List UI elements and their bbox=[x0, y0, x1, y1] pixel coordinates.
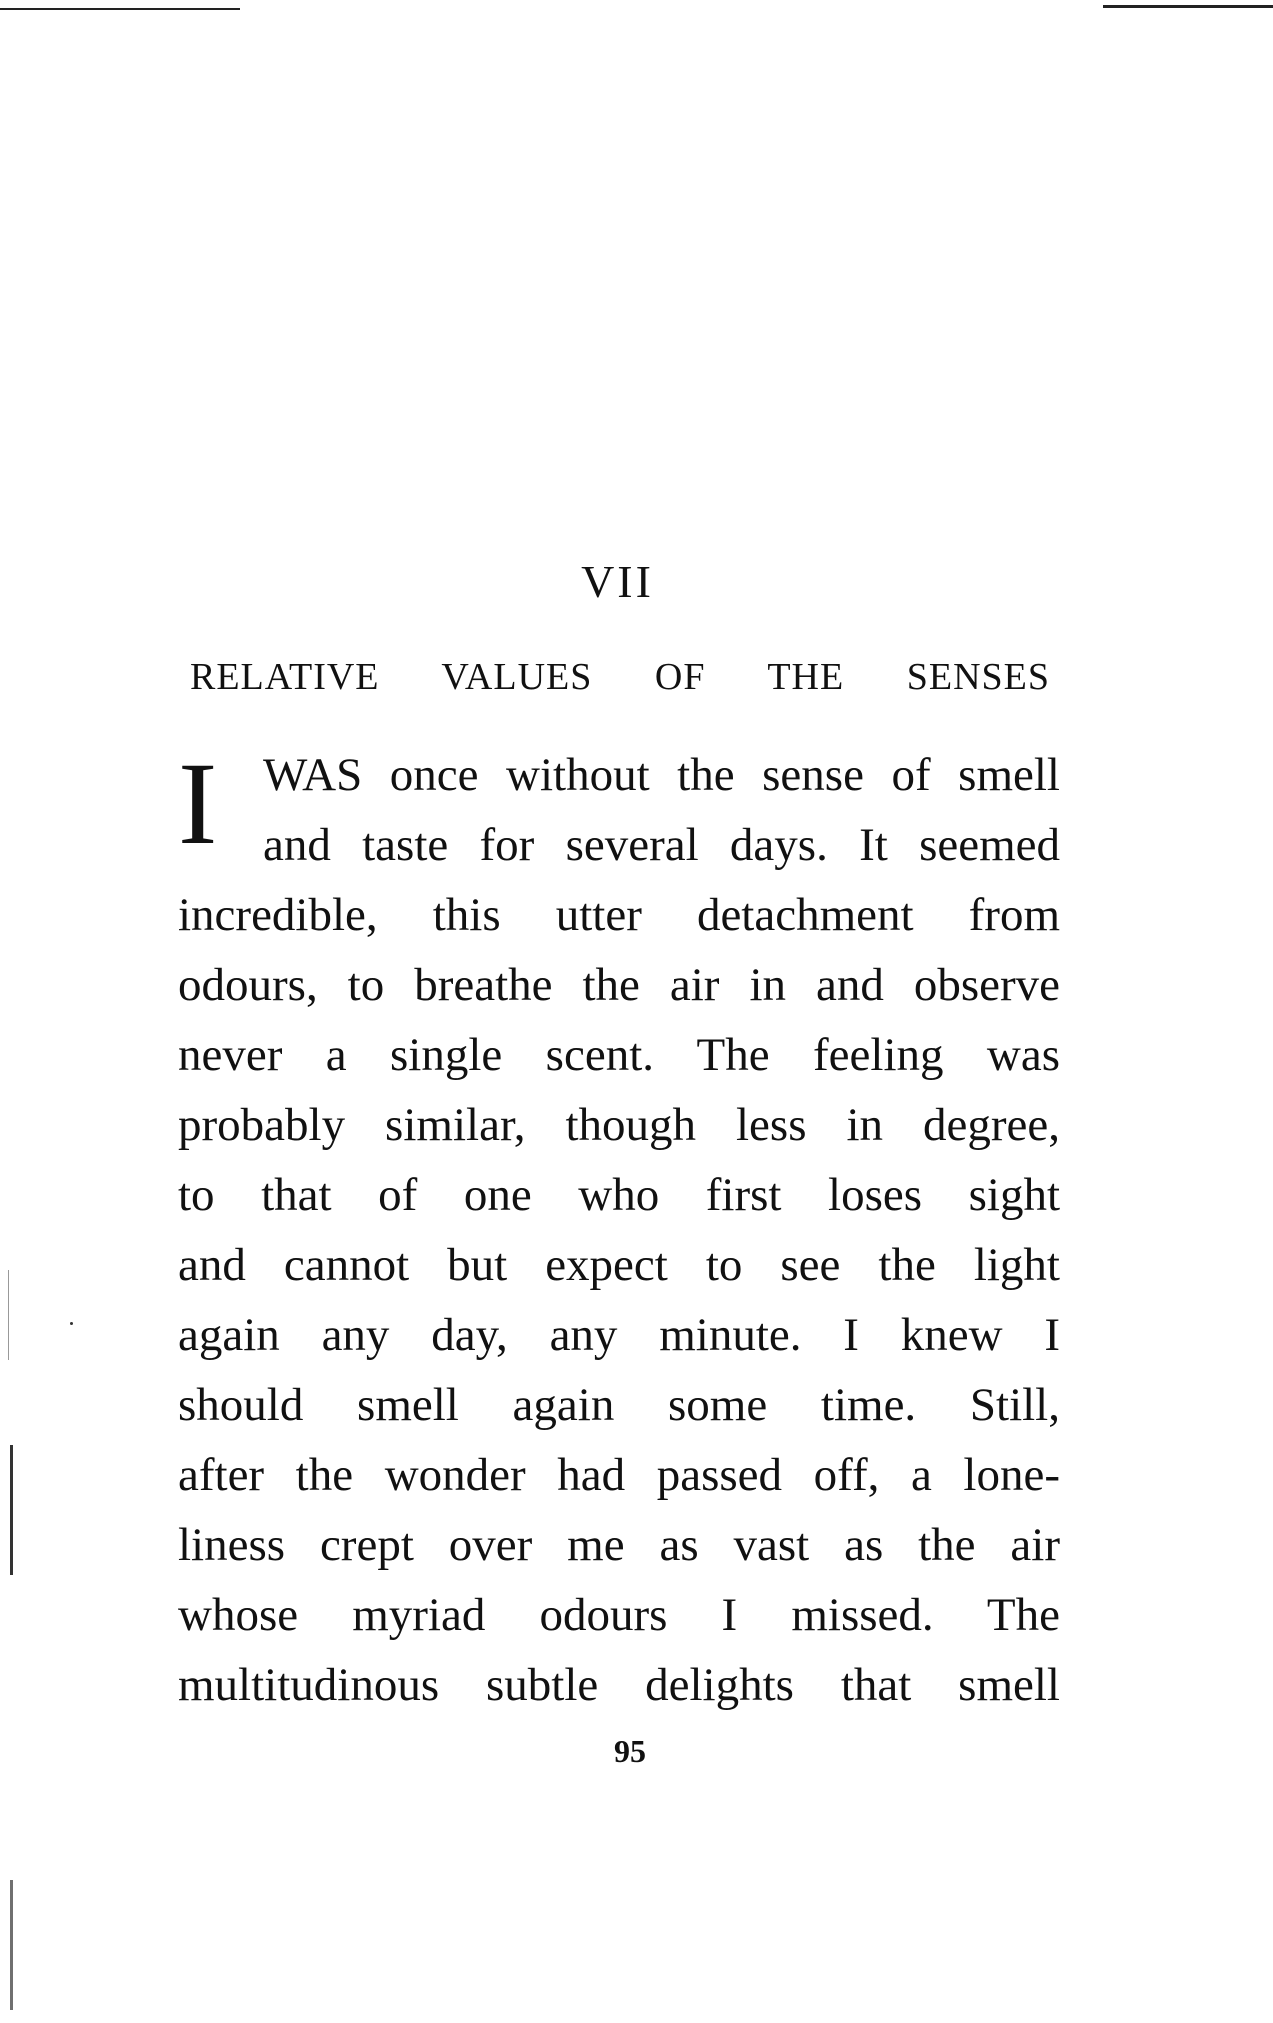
body-paragraph bbox=[178, 740, 1060, 1720]
text-line: after the wonder had passed off, a lone- bbox=[178, 1449, 1060, 1501]
text-line: again any day, any minute. I knew I bbox=[178, 1309, 1060, 1361]
text-line: odours, to breathe the air in and observe bbox=[178, 959, 1060, 1011]
chapter-title: RELATIVE VALUES OF THE SENSES bbox=[190, 656, 1050, 698]
text-line: probably similar, though less in degree, bbox=[178, 1099, 1060, 1151]
text-line: incredible, this utter detachment from bbox=[178, 889, 1060, 941]
top-rule-left bbox=[0, 8, 240, 10]
text-line: should smell again some time. Still, bbox=[178, 1379, 1060, 1431]
text-line: WAS once without the sense of smell bbox=[263, 749, 1060, 801]
drop-cap: I bbox=[178, 738, 218, 869]
text-line: whose myriad odours I missed. The bbox=[178, 1589, 1060, 1641]
text-line: and taste for several days. It seemed bbox=[263, 819, 1060, 871]
binding-edge-mark bbox=[10, 1445, 13, 1575]
binding-edge-mark bbox=[8, 1270, 9, 1360]
binding-edge-mark bbox=[10, 1880, 13, 2010]
top-rule-right bbox=[1103, 5, 1273, 8]
text-line: never a single scent. The feeling was bbox=[178, 1029, 1060, 1081]
text-line: multitudinous subtle delights that smell bbox=[178, 1659, 1060, 1711]
text-line: and cannot but expect to see the light bbox=[178, 1239, 1060, 1291]
binding-edge-mark bbox=[70, 1322, 73, 1325]
chapter-number: VII bbox=[581, 556, 654, 607]
text-line: to that of one who first loses sight bbox=[178, 1169, 1060, 1221]
text-line: liness crept over me as vast as the air bbox=[178, 1519, 1060, 1571]
page-number: 95 bbox=[614, 1733, 646, 1769]
